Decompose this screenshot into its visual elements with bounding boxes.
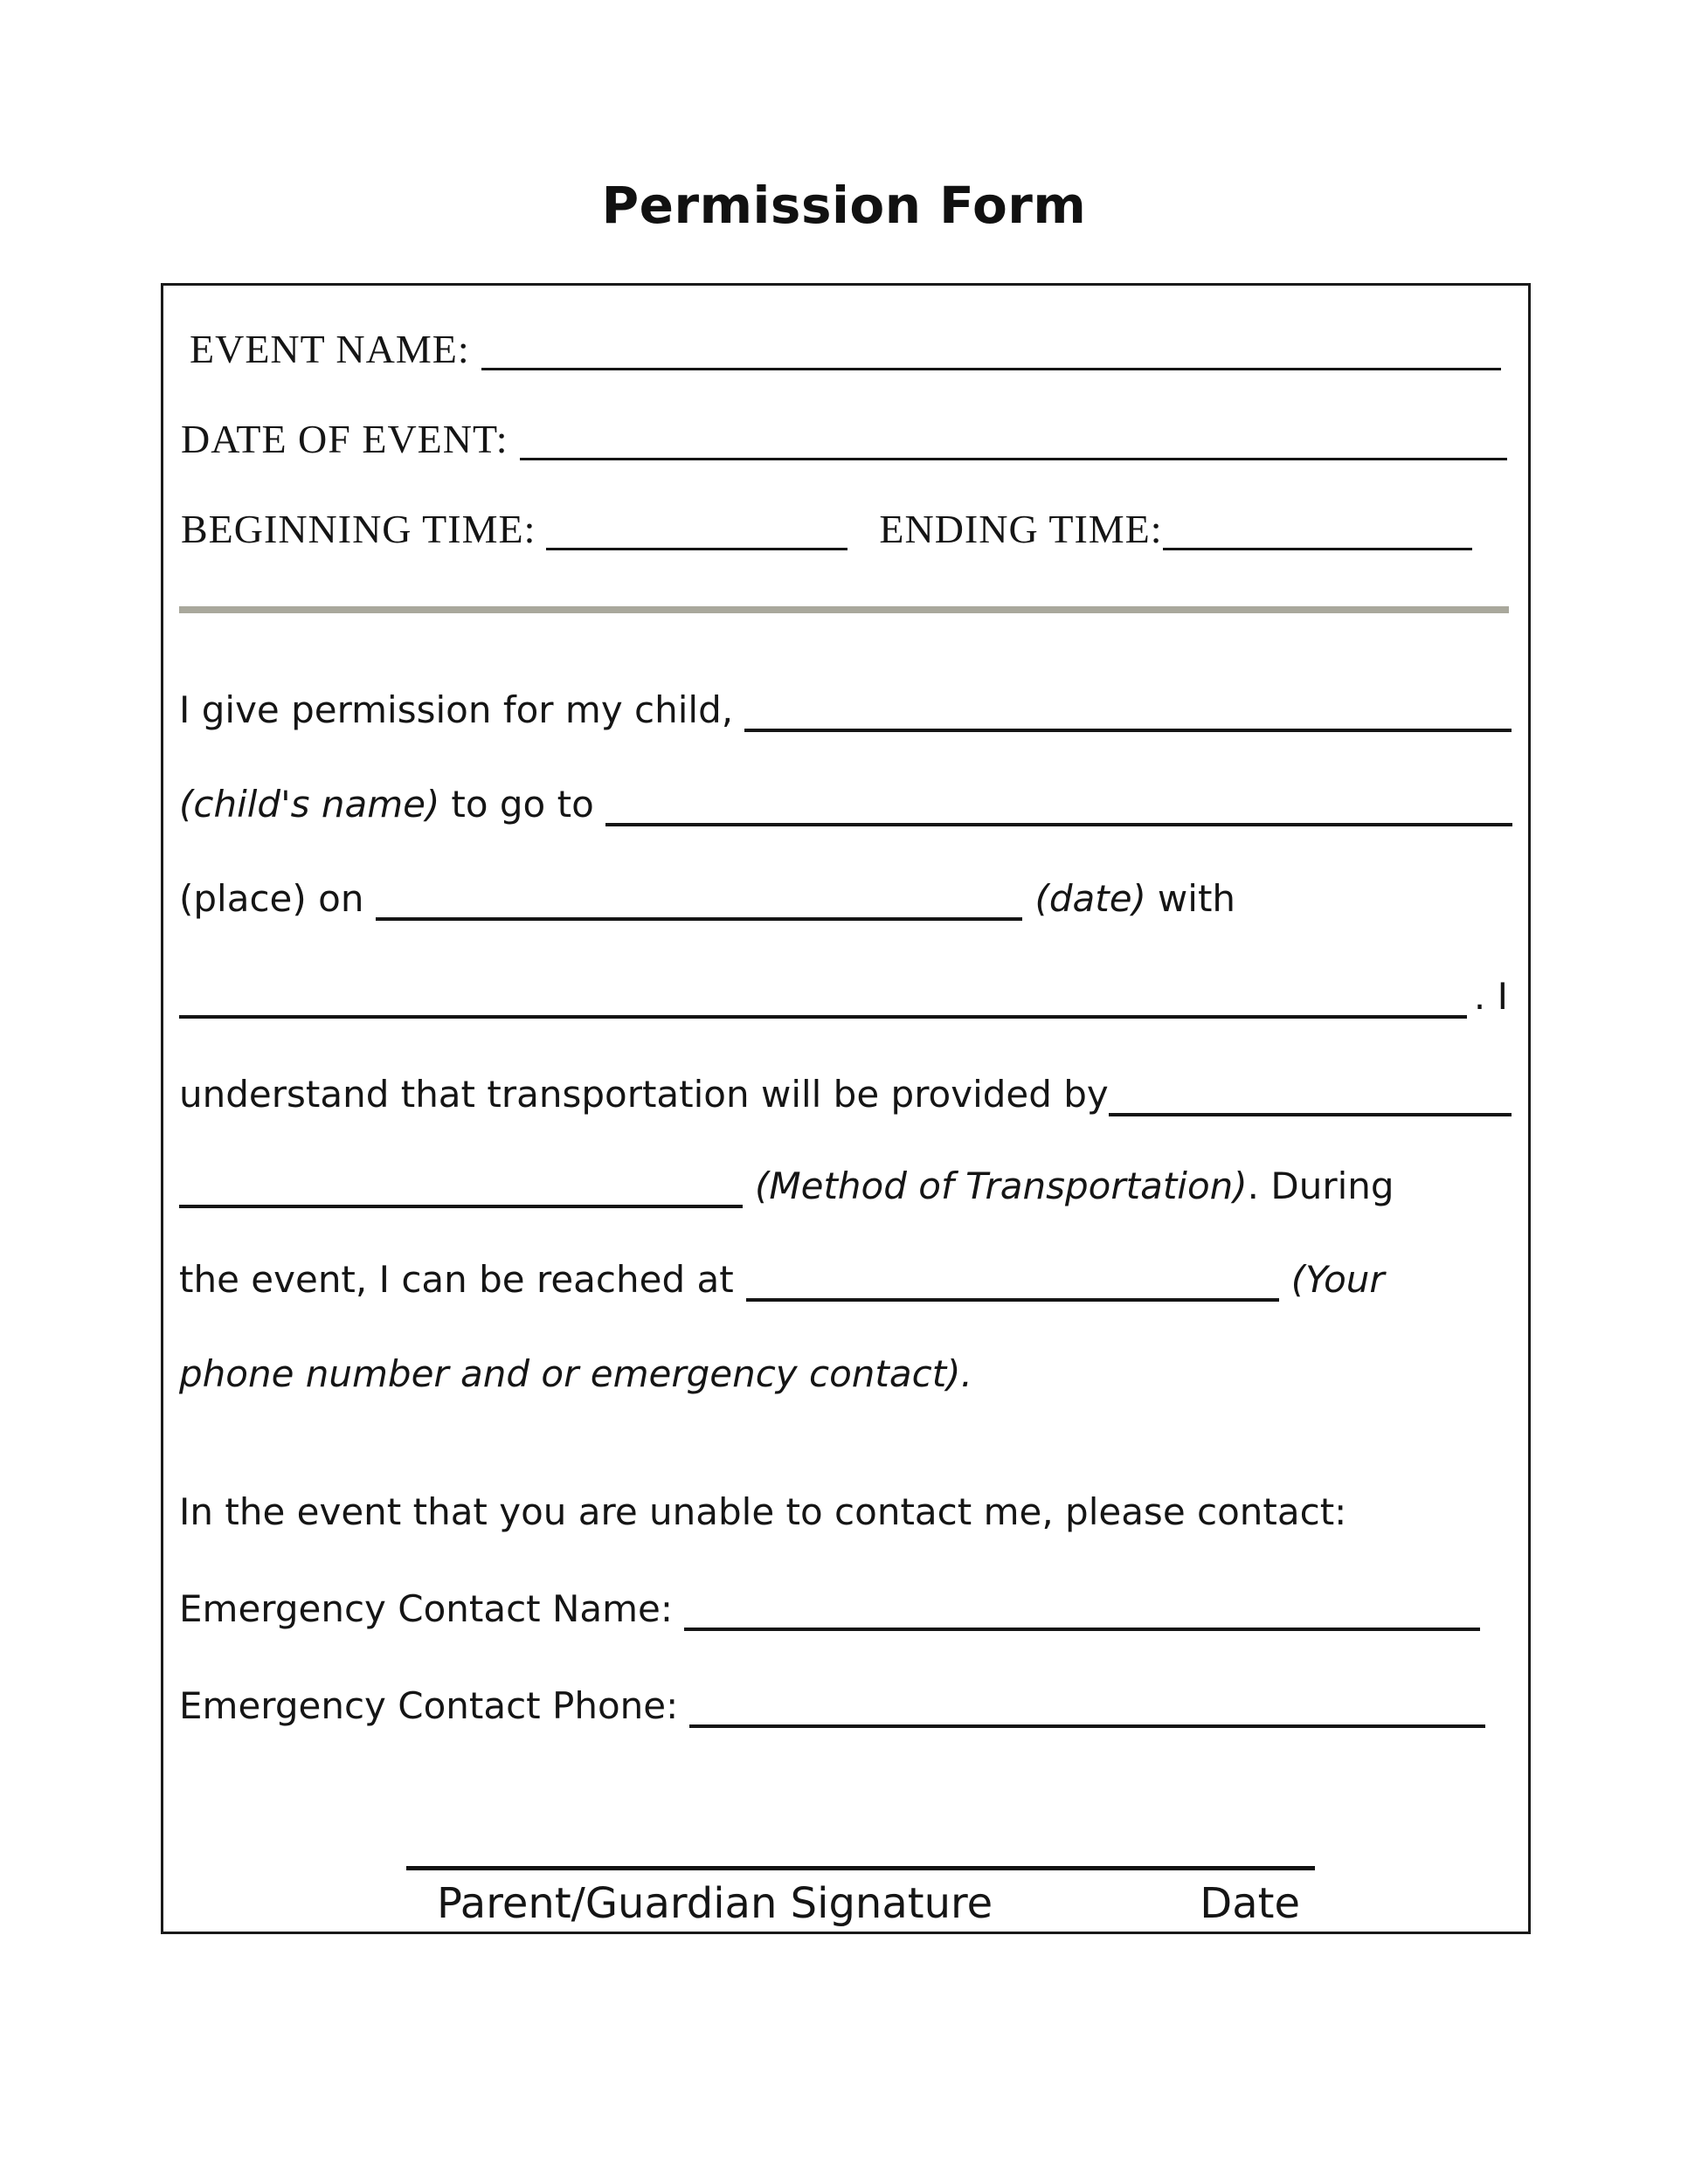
body-line-5 (179, 1070, 1512, 1119)
place-on-text: (place) on (179, 877, 364, 920)
body-line-1 (179, 686, 1512, 735)
phone-blank-line (746, 1298, 1279, 1302)
chaperone-blank-line (179, 1015, 1467, 1019)
during-text: . During (1247, 1165, 1394, 1207)
your-hint-text: (Your (1290, 1258, 1385, 1301)
event-name-row (190, 325, 1501, 374)
emergency-contact-phone-label: Emergency Contact Phone: (179, 1684, 679, 1727)
permission-intro-text: I give permission for my child, (179, 688, 734, 731)
transportation-blank-line-start (1109, 1113, 1512, 1116)
sentence-end-text: . I (1473, 975, 1508, 1018)
method-of-transportation-hint-text: (Method of Transportation) (755, 1165, 1248, 1207)
body-line-9 (179, 1488, 1346, 1537)
date-of-event-blank-line (520, 458, 1507, 460)
date-hint-text: (date) (1034, 877, 1146, 920)
date-blank-line (376, 917, 1022, 921)
with-text: with (1157, 877, 1236, 920)
ending-time-blank-line (1163, 548, 1472, 550)
child-name-blank-line (744, 729, 1512, 732)
beginning-time-label: BEGINNING TIME: (181, 507, 536, 551)
signature-blank-line (406, 1866, 1315, 1870)
emergency-contact-phone-blank-line (689, 1724, 1485, 1728)
child-name-hint-text: (child's name) (179, 783, 440, 826)
to-go-to-text: to go to (451, 783, 594, 826)
date-label: Date (1200, 1879, 1300, 1928)
emergency-contact-name-blank-line (684, 1628, 1480, 1631)
section-divider (179, 606, 1509, 613)
transportation-blank-line-end (179, 1205, 743, 1208)
emergency-phone-row (179, 1682, 1485, 1731)
transportation-text: understand that transportation will be provided by (179, 1073, 1109, 1116)
event-name-blank-line (481, 368, 1501, 370)
beginning-time-blank-line (546, 548, 847, 550)
date-of-event-label: DATE OF EVENT: (181, 417, 508, 461)
ending-time-label: ENDING TIME: (879, 507, 1163, 551)
times-row (181, 505, 1472, 554)
body-line-4 (179, 972, 1508, 1021)
event-name-label: EVENT NAME: (190, 327, 470, 371)
parent-guardian-signature-label: Parent/Guardian Signature (437, 1879, 993, 1928)
body-line-8 (179, 1350, 972, 1399)
date-of-event-row (181, 415, 1507, 464)
body-line-6 (179, 1162, 1394, 1211)
place-blank-line (605, 823, 1512, 826)
signature-caption-row (412, 1878, 1300, 1929)
unable-to-contact-text: In the event that you are unable to contact me, please contact: (179, 1490, 1347, 1533)
page-title: Permission Form (601, 176, 1087, 235)
body-line-7 (179, 1255, 1385, 1304)
body-line-2 (179, 780, 1512, 829)
body-line-3 (179, 874, 1235, 923)
emergency-contact-name-label: Emergency Contact Name: (179, 1587, 674, 1630)
phone-emergency-hint-text: phone number and or emergency contact). (179, 1352, 972, 1395)
emergency-name-row (179, 1585, 1480, 1634)
reached-at-text: the event, I can be reached at (179, 1258, 734, 1301)
